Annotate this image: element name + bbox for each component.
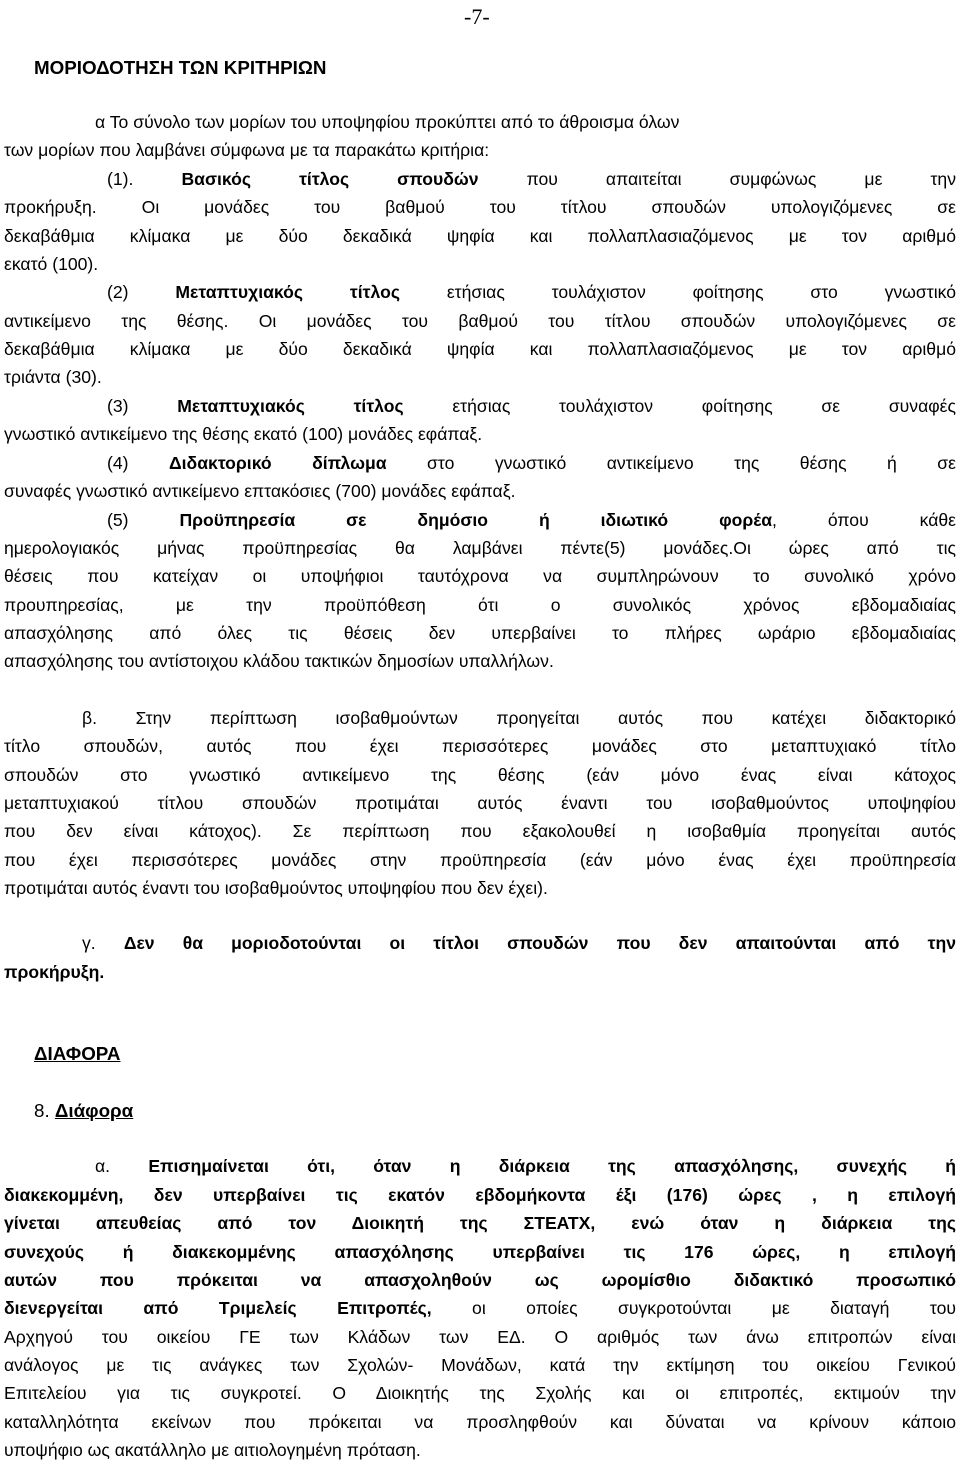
criterion-5-line-6: απασχόλησης του αντίστοιχου κλάδου τακτικών δημοσίων υπαλλήλων.: [4, 651, 554, 671]
para-c-label: γ.: [82, 933, 124, 953]
criterion-5-number: (5): [107, 510, 180, 530]
criterion-4-line-1: [107, 449, 956, 477]
criterion-4-line-2: συναφές γνωστικό αντικείμενο επτακόσιες (700) μονάδες εφάπαξ.: [4, 481, 516, 501]
item-8-number: 8.: [34, 1100, 55, 1121]
criterion-3-line-1: [107, 392, 956, 420]
criterion-5-line-4: προυπηρεσίας, με την προϋπόθεση ότι ο συνολικός χρόνος εβδομαδιαίας: [4, 595, 956, 615]
para-c-line-2: [4, 958, 956, 986]
criterion-2-text: ετήσιας τουλάχιστον φοίτησης στο γνωστικό: [399, 282, 957, 302]
misc-a-bold-4: συνεχούς ή διακεκομμένης απασχόλησης υπερβαίνει τις 176 ώρες, η επιλογή: [4, 1242, 956, 1262]
criterion-2-line-2: αντικείμενο της θέσης. Οι μονάδες του βαθμού του τίτλου σπουδών υπολογιζόμενες σε: [4, 311, 956, 331]
section-title-scoring: ΜΟΡΙΟΔΟΤΗΣΗ ΤΩΝ ΚΡΙΤΗΡΙΩΝ: [34, 57, 327, 78]
para-c-bold-text-2: προκήρυξη.: [4, 962, 105, 982]
para-a-line-2: των μορίων που λαμβάνει σύμφωνα με τα παρακάτω κριτήρια:: [4, 140, 490, 160]
criterion-5-line-2: ημερολογιακός μήνας προϋπηρεσίας θα λαμβάνει πέντε(5) μονάδες.Οι ώρες από τις: [4, 538, 956, 558]
para-a-line-1: α Το σύνολο των μορίων του υποψηφίου προκύπτει από το άθροισμα όλων: [95, 112, 680, 132]
section-title-misc-text: ΔΙΑΦΟΡΑ: [34, 1043, 121, 1064]
criterion-5-line-1: [107, 506, 956, 534]
misc-a-line-11: υποψήφιο ως ακατάλληλο με αιτιολογημένη πρόταση.: [4, 1440, 421, 1460]
criterion-2-line-4: τριάντα (30).: [4, 367, 102, 387]
criterion-1-number: (1).: [107, 169, 182, 189]
criterion-1-line-2: προκήρυξη. Οι μονάδες του βαθμού του τίτλου σπουδών υπολογιζόμενες σε: [4, 197, 956, 217]
para-c-line-1: [82, 929, 956, 957]
misc-a-line-3: [4, 1209, 956, 1237]
criterion-4-number: (4): [107, 453, 169, 473]
criterion-3-title: Μεταπτυχιακός τίτλος: [177, 396, 404, 416]
para-c-bold-text: Δεν θα μοριοδοτούνται οι τίτλοι σπουδών που δεν απαιτούνται από την: [123, 933, 956, 953]
section-title-misc: [34, 1040, 960, 1068]
criterion-5-line-5: απασχόλησης από όλες τις θέσεις δεν υπερβαίνει το πλήρες ωράριο εβδομαδιαίας: [4, 623, 956, 643]
criterion-1-line-3: δεκαβάθμια κλίμακα με δύο δεκαδικά ψηφία και πολλαπλασιαζόμενος με τον αριθμό: [4, 226, 956, 246]
para-b-line-6: που έχει περισσότερες μονάδες στην προϋπηρεσία (εάν μόνο ένας έχει προϋπηρεσία: [4, 850, 956, 870]
criterion-5-line-3: θέσεις που κατείχαν οι υποψήφιοι ταυτόχρονα να συμπληρώνουν το συνολικό χρόνο: [4, 566, 956, 586]
para-b-line-7: προτιμάται αυτός έναντι του ισοβαθμούντος υποψηφίου που δεν έχει).: [4, 878, 548, 898]
criterion-5-title: Προϋπηρεσία σε δημόσιο ή ιδιωτικό φορέα: [179, 510, 773, 530]
criterion-5-text: , όπου κάθε: [772, 510, 956, 530]
misc-a-bold-1: Επισημαίνεται ότι, όταν η διάρκεια της απασχόλησης, συνεχής ή: [148, 1156, 956, 1176]
criterion-1-line-1: [107, 165, 956, 193]
misc-a-line-5: [4, 1266, 956, 1294]
misc-a-text-6: οι οποίες συγκροτούνται με διαταγή του: [431, 1298, 956, 1318]
criterion-3-line-2: γνωστικό αντικείμενο της θέσης εκατό (100) μονάδες εφάπαξ.: [4, 424, 483, 444]
criterion-1-text: που απαιτείται συμφώνως με την: [478, 169, 956, 189]
criterion-2-number: (2): [107, 282, 176, 302]
para-b-line-1: β. Στην περίπτωση ισοβαθμούντων προηγείται αυτός που κατέχει διδακτορικό: [82, 708, 956, 728]
page-number: -7-: [464, 4, 490, 29]
misc-a-line-6: [4, 1294, 956, 1322]
misc-a-label: α.: [95, 1156, 149, 1176]
misc-a-bold-5: αυτών που πρόκειται να απασχοληθούν ως ωρομίσθιο διδακτικό προσωπικό: [4, 1270, 956, 1290]
criterion-4-text: στο γνωστικό αντικείμενο της θέσης ή σε: [386, 453, 956, 473]
misc-a-line-10: καταλληλότητα εκείνων που πρόκειται να προσληφθούν και δύναται να κρίνουν κάποιο: [4, 1412, 956, 1432]
criterion-1-line-4: εκατό (100).: [4, 254, 99, 274]
misc-a-line-7: Αρχηγού του οικείου ΓΕ των Κλάδων των ΕΔ. Ο αριθμός των άνω επιτροπών είναι: [4, 1327, 956, 1347]
para-b-line-2: τίτλο σπουδών, αυτός που έχει περισσότερες μονάδες στο μεταπτυχιακό τίτλο: [4, 736, 956, 756]
misc-a-bold-3: γίνεται απευθείας από τον Διοικητή της ΣΤΕΑΤΧ, ενώ όταν η διάρκεια της: [4, 1213, 956, 1233]
criterion-3-number: (3): [107, 396, 178, 416]
misc-a-line-9: Επιτελείου για τις συγκροτεί. Ο Διοικητής της Σχολής και οι επιτροπές, εκτιμούν την: [4, 1383, 956, 1403]
criterion-3-text: ετήσιας τουλάχιστον φοίτησης σε συναφές: [403, 396, 956, 416]
para-b-line-4: μεταπτυχιακού τίτλου σπουδών προτιμάται αυτός έναντι του ισοβαθμούντος υποψηφίου: [4, 793, 956, 813]
misc-a-line-1: [95, 1152, 956, 1180]
misc-a-line-4: [4, 1238, 956, 1266]
para-b-line-3: σπουδών στο γνωστικό αντικείμενο της θέσης (εάν μόνο ένας είναι κάτοχος: [4, 765, 956, 785]
criterion-2-line-3: δεκαβάθμια κλίμακα με δύο δεκαδικά ψηφία και πολλαπλασιαζόμενος με τον αριθμό: [4, 339, 956, 359]
item-8-heading: [34, 1097, 960, 1125]
misc-a-bold-2: διακεκομμένη, δεν υπερβαίνει τις εκατόν εβδομήκοντα έξι (176) ώρες , η επιλογή: [4, 1185, 956, 1205]
criterion-4-title: Διδακτορικό δίπλωμα: [168, 453, 387, 473]
item-8-title: Διάφορα: [54, 1100, 134, 1121]
misc-a-line-8: ανάλογος με τις ανάγκες των Σχολών- Μονάδων, κατά την εκτίμηση του οικείου Γενικού: [4, 1355, 956, 1375]
misc-a-bold-6: διενεργείται από Τριμελείς Επιτροπές,: [4, 1298, 432, 1318]
criterion-2-title: Μεταπτυχιακός τίτλος: [175, 282, 400, 302]
criterion-1-title: Βασικός τίτλος σπουδών: [181, 169, 479, 189]
para-b-line-5: που δεν είναι κάτοχος). Σε περίπτωση που εξακολουθεί η ισοβαθμία προηγείται αυτός: [4, 821, 956, 841]
misc-a-line-2: [4, 1181, 956, 1209]
criterion-2-line-1: [107, 278, 956, 306]
